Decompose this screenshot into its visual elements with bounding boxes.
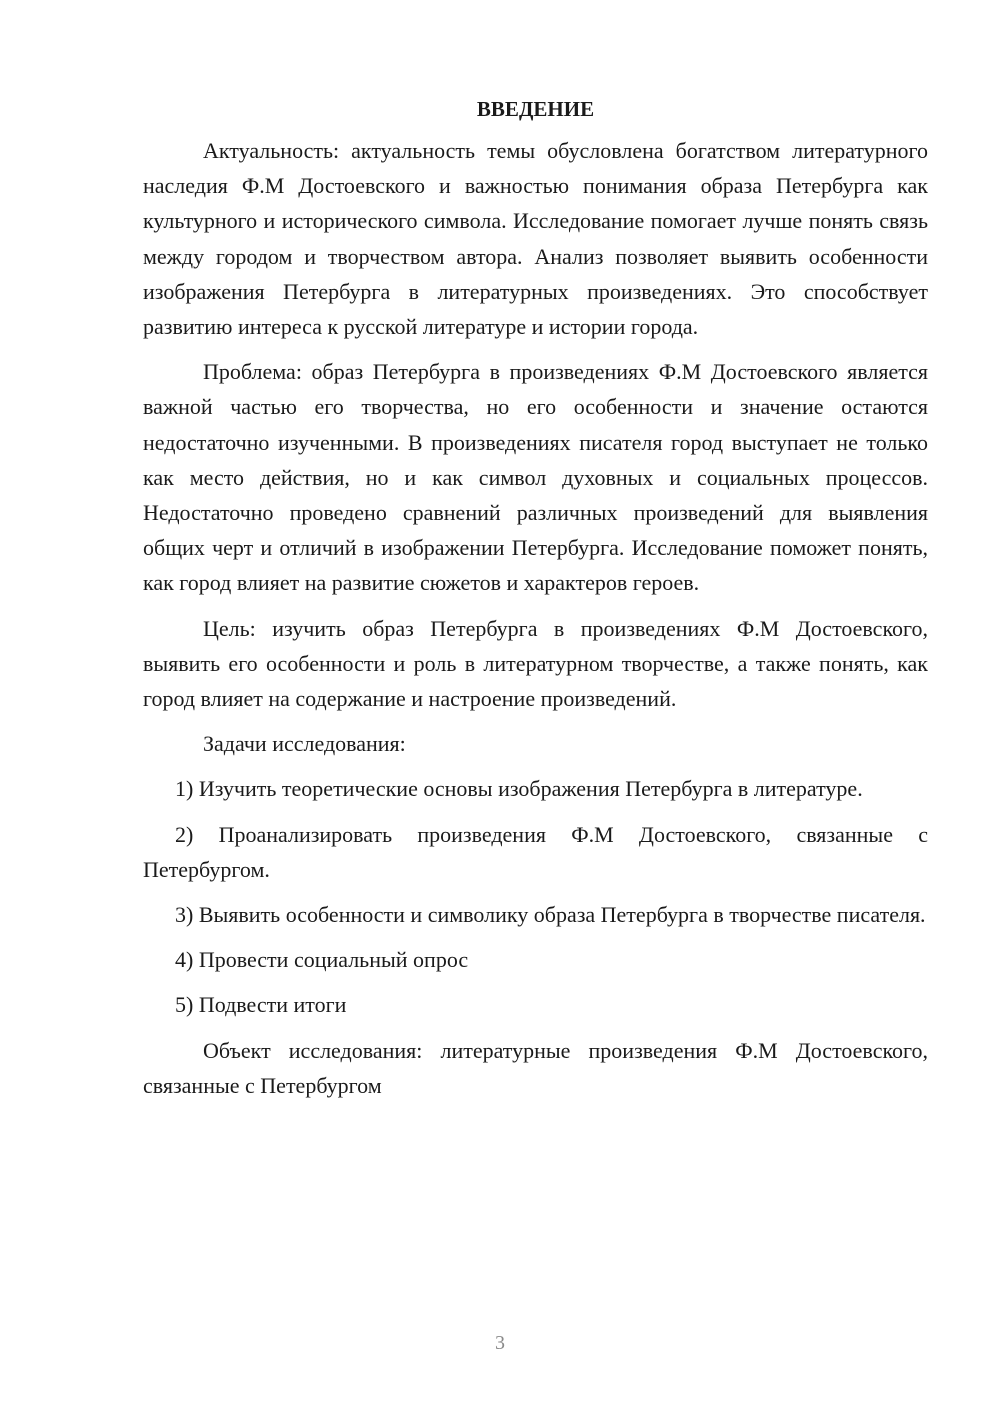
relevance-paragraph: Актуальность: актуальность темы обусловлена богатством литературного наследия Ф.М Достоевского и важностью понимания образа Петербурга как культурного и исторического символа. Исследование помогает лучше понять связь между городом и творчеством автора. Анализ позволяет выявить особенности изображения Петербурга в литературных произведениях. Это способствует развитию интереса к русской литературе и истории города.	[143, 138, 928, 340]
task-item-1: 1) Изучить теоретические основы изображения Петербурга в литературе.	[175, 776, 863, 802]
task-item-3: 3) Выявить особенности и символику образа Петербурга в творчестве писателя.	[175, 902, 926, 928]
goal-paragraph: Цель: изучить образ Петербурга в произведениях Ф.М Достоевского, выявить его особенности и роль в литературном творчестве, а также понять, как город влияет на содержание и настроение произведений.	[143, 615, 928, 712]
task-item-4: 4) Провести социальный опрос	[175, 947, 469, 973]
tasks-title: Задачи исследования:	[203, 731, 406, 757]
object-paragraph: Объект исследования: литературные произведения Ф.М Достоевского, связанные с Петербургом	[143, 1037, 928, 1098]
task-item-5: 5) Подвести итоги	[175, 992, 347, 1018]
document-page	[143, 92, 928, 1113]
section-heading: ВВЕДЕНИЕ	[476, 97, 595, 121]
problem-paragraph: Проблема: образ Петербурга в произведениях Ф.М Достоевского является важной частью его творчества, но его особенности и значение остаются недостаточно изученными. В произведениях писателя город выступает не только как место действия, но и как символ духовных и социальных процессов. Недостаточно проведено сравнений различных произведений для выявления общих черт и отличий в изображении Петербурга. Исследование поможет понять, как город влияет на развитие сюжетов и характеров героев.	[143, 359, 928, 596]
task-item-2: 2) Проанализировать произведения Ф.М Достоевского, связанные с Петербургом.	[143, 821, 928, 882]
page-number: 3	[495, 1332, 505, 1354]
